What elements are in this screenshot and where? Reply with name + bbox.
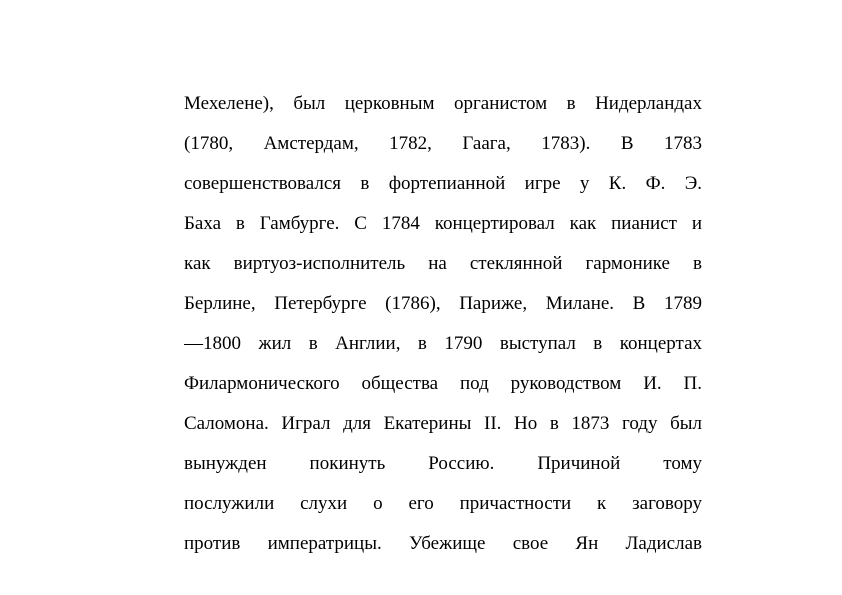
text-line: Мехелене), был церковным органистом в Нидерландах xyxy=(184,93,702,114)
text-line: (1780, Амстердам, 1782, Гаага, 1783). В 1783 xyxy=(184,133,702,154)
text-line: Филармонического общества под руководством И. П. xyxy=(184,373,702,394)
body-text xyxy=(184,84,702,564)
text-line: как виртуоз-исполнитель на стеклянной гармонике в xyxy=(184,253,702,274)
text-line: вынужден покинуть Россию. Причиной тому xyxy=(184,453,702,474)
text-line: совершенствовался в фортепианной игре у К. Ф. Э. xyxy=(184,173,702,194)
text-line: Баха в Гамбурге. С 1784 концертировал как пианист и xyxy=(184,213,702,234)
text-line: Саломона. Играл для Екатерины II. Но в 1873 году был xyxy=(184,413,702,434)
text-line: Берлине, Петербурге (1786), Париже, Милане. В 1789 xyxy=(184,293,702,314)
text-line: —1800 жил в Англии, в 1790 выступал в концертах xyxy=(184,333,702,354)
text-line: послужили слухи о его причастности к заговору xyxy=(184,493,702,514)
text-line: против императрицы. Убежище свое Ян Ладислав xyxy=(184,533,702,554)
